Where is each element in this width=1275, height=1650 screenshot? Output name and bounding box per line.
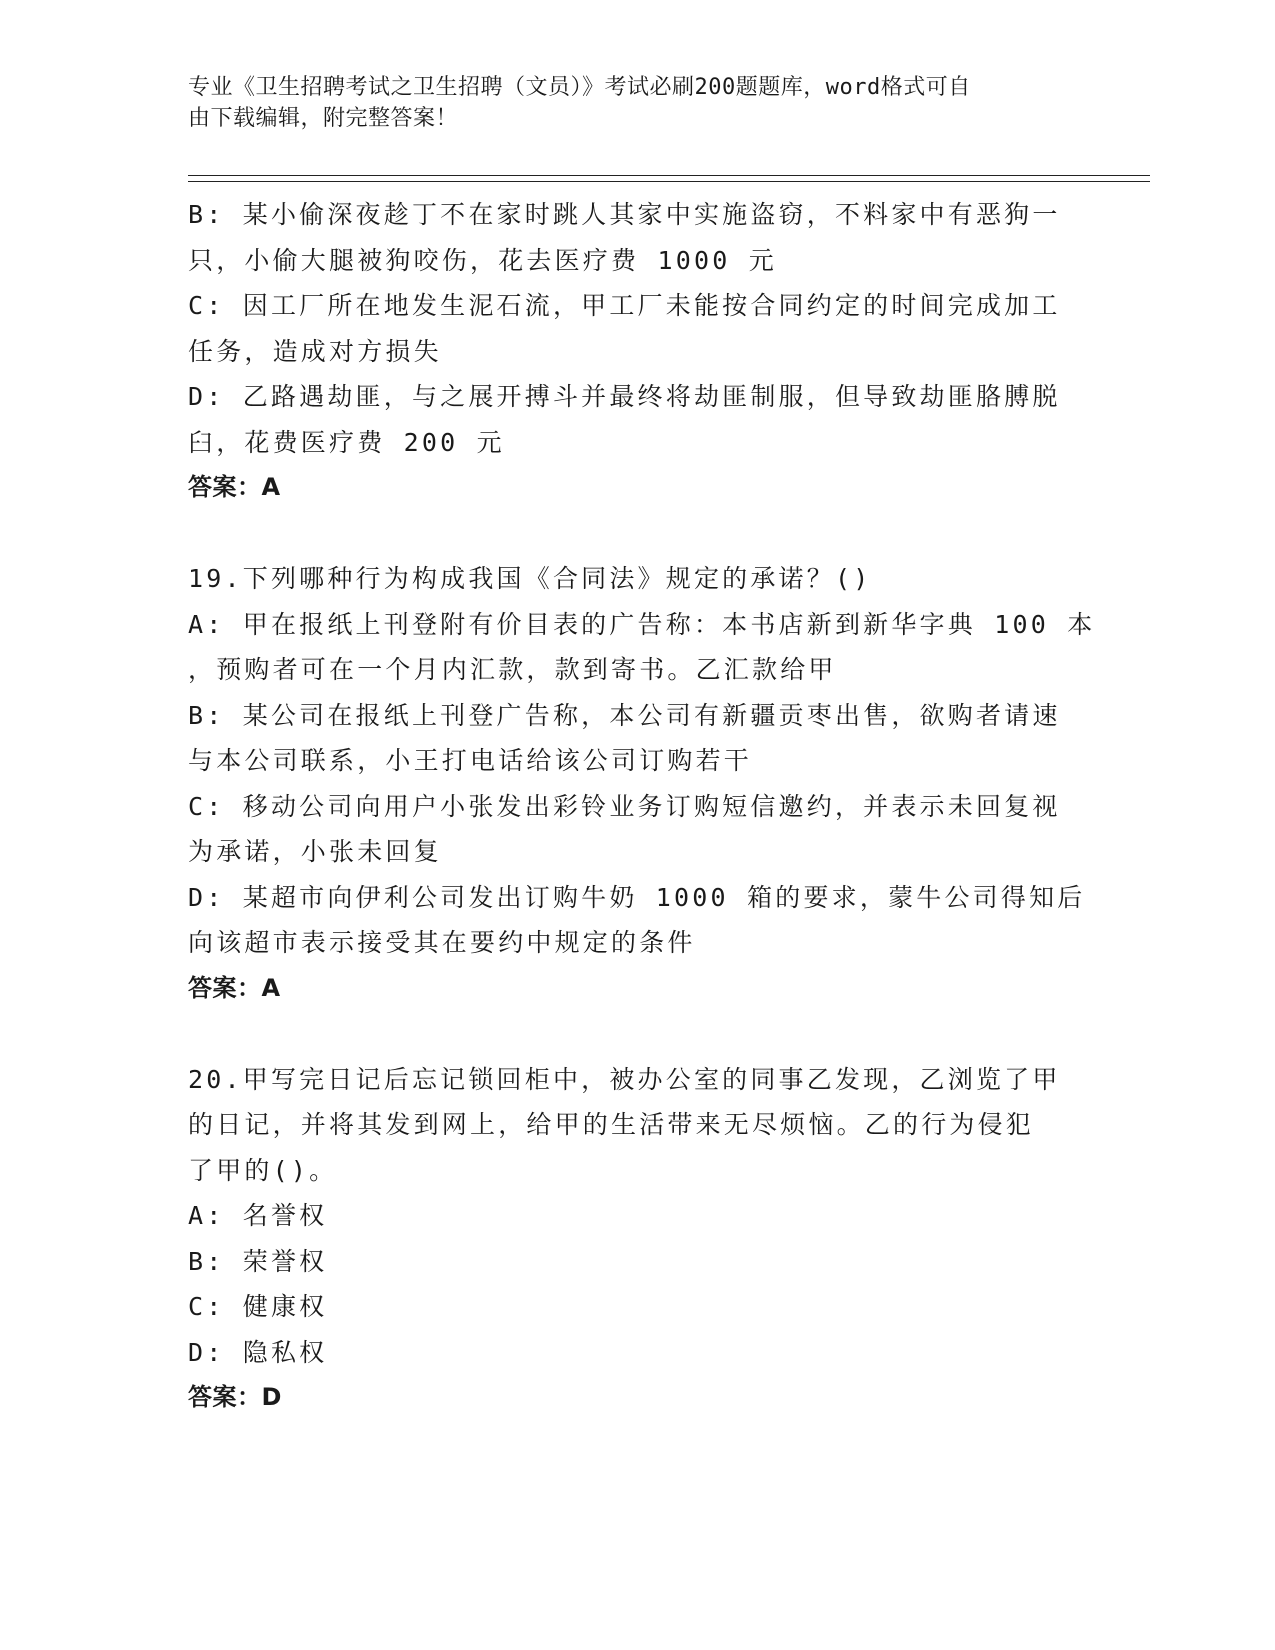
question-20	[188, 1057, 1088, 1421]
question-stem: 了甲的()。	[188, 1155, 338, 1185]
option-c-line: C: 健康权	[188, 1292, 328, 1321]
question-19	[188, 556, 1096, 1011]
option-a-line: A: 甲在报纸上刊登附有价目表的广告称：本书店新到新华字典 100 本	[188, 609, 1096, 639]
question-18-continued	[188, 192, 1088, 511]
option-a-line: ，预购者可在一个月内汇款，款到寄书。乙汇款给甲	[188, 655, 837, 684]
option-b-line: 只，小偷大腿被狗咬伤，花去医疗费 1000 元	[188, 245, 777, 275]
option-c-line: 为承诺，小张未回复	[188, 837, 442, 866]
spacer	[188, 511, 1088, 557]
option-b-line: 与本公司联系，小王打电话给该公司订购若干	[188, 746, 753, 775]
answer-label: 答案：D	[188, 1383, 282, 1411]
header-rule-bottom	[188, 181, 1150, 182]
question-stem: 20.甲写完日记后忘记锁回柜中，被办公室的同事乙发现，乙浏览了甲	[188, 1064, 1061, 1094]
option-b-line: B: 荣誉权	[188, 1246, 328, 1276]
option-b-line: B: 某小偷深夜趁丁不在家时跳人其家中实施盗窃，不料家中有恶狗一	[188, 200, 1061, 229]
document-body	[188, 192, 1096, 1421]
document-header	[188, 72, 1068, 134]
option-a-line: A: 名誉权	[188, 1201, 328, 1230]
option-c-line: 任务，造成对方损失	[188, 336, 442, 366]
question-stem: 19.下列哪种行为构成我国《合同法》规定的承诺？()	[188, 564, 872, 593]
spacer	[188, 1011, 1088, 1057]
option-d-line: D: 隐私权	[188, 1337, 328, 1367]
option-d-line: 臼，花费医疗费 200 元	[188, 427, 505, 457]
question-stem: 的日记，并将其发到网上，给甲的生活带来无尽烦恼。乙的行为侵犯	[188, 1110, 1035, 1139]
option-d-line: D: 某超市向伊利公司发出订购牛奶 1000 箱的要求，蒙牛公司得知后	[188, 882, 1086, 912]
answer-label: 答案：A	[188, 973, 281, 1002]
option-d-line: D: 乙路遇劫匪，与之展开搏斗并最终将劫匪制服，但导致劫匪胳膊脱	[188, 382, 1061, 411]
header-line: 专业《卫生招聘考试之卫生招聘（文员）》考试必刷200题题库，word格式可自	[188, 75, 971, 100]
answer-label: 答案：A	[188, 473, 281, 501]
option-c-line: C: 因工厂所在地发生泥石流，甲工厂未能按合同约定的时间完成加工	[188, 291, 1061, 320]
header-line: 由下载编辑，附完整答案！	[188, 106, 459, 131]
header-rule-top	[188, 175, 1150, 176]
option-b-line: B: 某公司在报纸上刊登广告称，本公司有新疆贡枣出售，欲购者请速	[188, 700, 1061, 730]
option-c-line: C: 移动公司向用户小张发出彩铃业务订购短信邀约，并表示未回复视	[188, 791, 1061, 821]
option-d-line: 向该超市表示接受其在要约中规定的条件	[188, 928, 696, 957]
